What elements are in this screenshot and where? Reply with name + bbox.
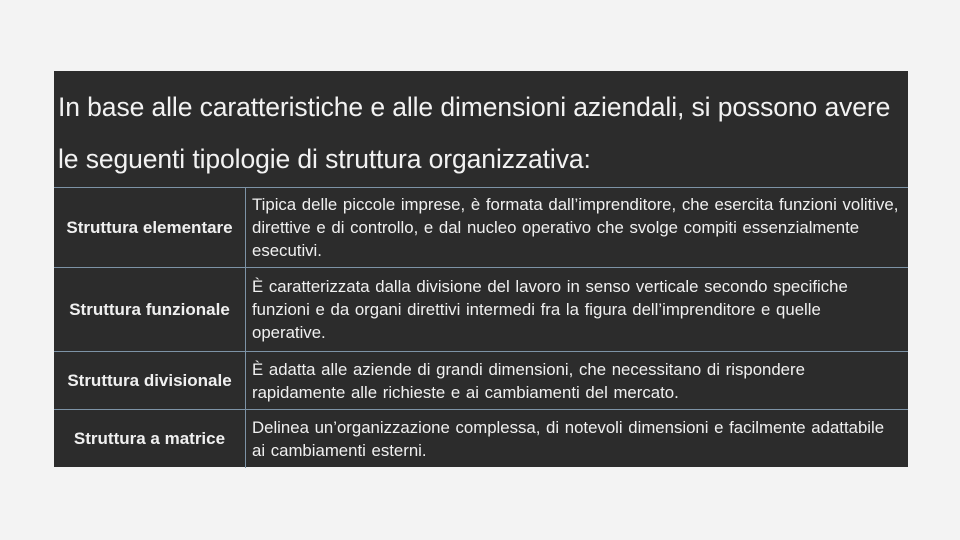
table-row	[54, 188, 908, 268]
table-row	[54, 268, 908, 352]
row-label: Struttura a matrice	[73, 429, 226, 449]
table-row	[54, 352, 908, 410]
row-description: Tipica delle piccole imprese, è formata dall’imprenditore, che esercita funzioni volitive, direttive e di controllo, e dal nucleo operativo che svolge compiti essenzialmente esecutivi.	[246, 188, 909, 268]
row-label-cell	[54, 188, 246, 268]
row-label: Struttura elementare	[66, 218, 233, 237]
row-description: Delinea un’organizzazione complessa, di notevoli dimensioni e facilmente adattabile ai cambiamenti esterni.	[246, 410, 909, 468]
row-label-cell	[54, 268, 246, 352]
row-label: Struttura funzionale	[69, 300, 230, 319]
table-row	[54, 410, 908, 468]
row-label: Struttura divisionale	[67, 371, 232, 390]
row-description: È caratterizzata dalla divisione del lavoro in senso verticale secondo specifiche funzioni e da organi direttivi intermedi fra la figura dell’imprenditore e quelle operative.	[246, 268, 909, 352]
structure-table	[54, 187, 908, 468]
intro-text: In base alle caratteristiche e alle dimensioni aziendali, si possono avere le seguenti tipologie di struttura organizzativa:	[58, 92, 891, 174]
row-label-cell	[54, 410, 246, 468]
row-label-cell	[54, 352, 246, 410]
content-panel	[54, 71, 908, 467]
row-description: È adatta alle aziende di grandi dimensioni, che necessitano di rispondere rapidamente alle richieste e ai cambiamenti del mercato.	[246, 352, 909, 410]
